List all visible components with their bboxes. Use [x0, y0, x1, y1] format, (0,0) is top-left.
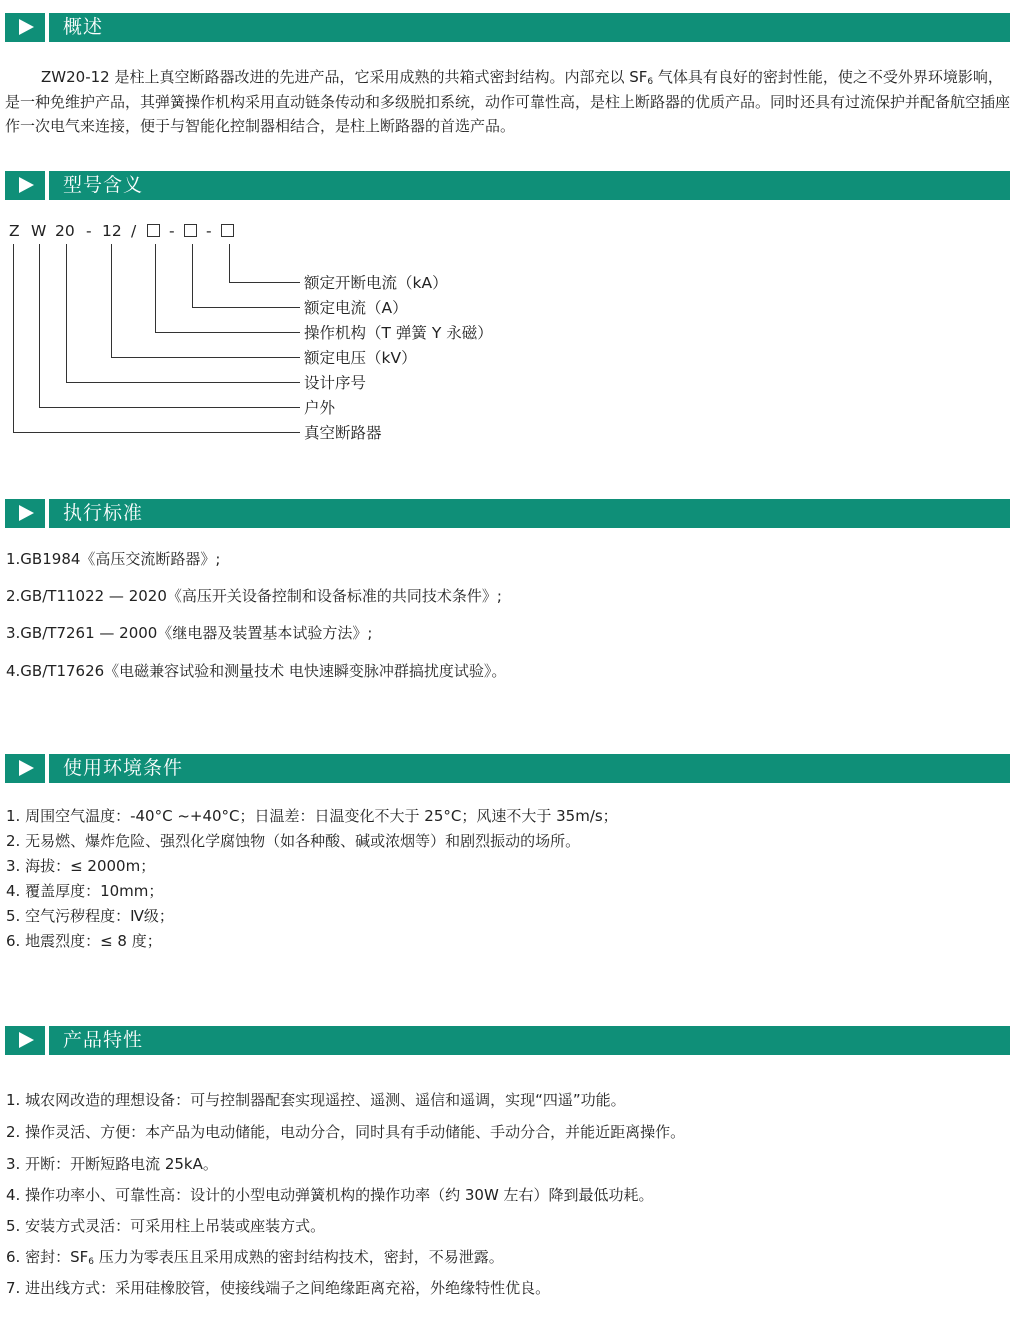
line-box1	[156, 244, 301, 333]
model-diagram-lines	[0, 0, 1021, 460]
environment-item: 1. 周围空气温度：-40°C ~+40°C；日温差：日温变化不大于 25°C；风速不大于 35m/s；	[6, 807, 618, 825]
feature-item: 7. 进出线方式：采用硅橡胶管，使接线端子之间绝缘距离充裕，外绝缘特性优良。	[6, 1279, 551, 1297]
code-dash: -	[206, 222, 212, 240]
code-dash: -	[169, 222, 175, 240]
standard-item: 3.GB/T7261 — 2000《继电器及装置基本试验方法》;	[6, 624, 373, 642]
environment-item: 4. 覆盖厚度：10mm；	[6, 882, 164, 900]
feature-item: 4. 操作功率小、可靠性高：设计的小型电动弹簧机构的操作功率（约 30W 左右）降到最低功耗。	[6, 1186, 654, 1204]
meaning-breaking-current: 额定开断电流（kA）	[304, 274, 448, 292]
environment-item: 2. 无易燃、爆炸危险、强烈化学腐蚀物（如各种酸、碱或浓烟等）和剧烈振动的场所。	[6, 832, 581, 850]
section-header-features	[5, 1026, 1010, 1055]
feature-item: 1. 城农网改造的理想设备：可与控制器配套实现遥控、遥测、遥信和遥调，实现“四遥”功能。	[6, 1091, 626, 1109]
section-title: 型号含义	[63, 174, 144, 196]
section-title: 概述	[63, 16, 104, 38]
feature-item: 3. 开断：开断短路电流 25kA。	[6, 1155, 218, 1173]
line-box2	[193, 244, 301, 308]
feature-item: 2. 操作灵活、方便：本产品为电动储能，电动分合，同时具有手动储能、手动分合，并能近距离操作。	[6, 1123, 686, 1141]
meaning-vacuum-breaker: 真空断路器	[304, 424, 382, 442]
meaning-mechanism: 操作机构（T 弹簧 Y 永磁）	[304, 324, 493, 342]
section-title: 产品特性	[63, 1029, 144, 1051]
section-title: 执行标准	[63, 502, 144, 524]
feature-item: 6. 密封：$SF_6$ 压力为零表压且采用成熟的密封结构技术，密封，不易泄露。	[6, 1248, 504, 1267]
line-z	[14, 244, 301, 433]
play-arrow-icon	[5, 1026, 45, 1055]
line-20	[67, 244, 301, 383]
meaning-outdoor: 户外	[304, 399, 336, 417]
code-dash: -	[86, 222, 92, 240]
meaning-design-no: 设计序号	[304, 374, 367, 392]
environment-item: 5. 空气污秽程度：Ⅳ级；	[6, 907, 174, 925]
play-arrow-icon	[5, 499, 45, 528]
code-z: Z	[9, 222, 20, 240]
standard-item: 1.GB1984《高压交流断路器》;	[6, 550, 221, 568]
environment-item: 6. 地震烈度：≤ 8 度；	[6, 932, 162, 950]
standard-item: 4.GB/T17626《电磁兼容试验和测量技术 电快速瞬变脉冲群搞扰度试验》。	[6, 662, 507, 680]
standard-item: 2.GB/T11022 — 2020《高压开关设备控制和设备标准的共同技术条件》;	[6, 587, 502, 605]
overview-paragraph: ZW20-12 是柱上真空断路器改进的先进产品，它采用成熟的共箱式密封结构。内部充以 $SF_6$ 气体具有良好的密封性能，使之不受外界环境影响，是一种免维护产品，其弹簧操作机构采用直动链条传动和多级脱扣系统，动作可靠性高，是柱上断路器的优质产品。同时还具有过流保护并配备航空插座作一次电气来连接，便于与智能化控制器相结合，是柱上断路器的首选产品。	[5, 68, 1011, 135]
code-slash: /	[131, 222, 137, 240]
play-arrow-icon	[5, 754, 45, 783]
section-header-standards	[5, 499, 1010, 528]
code-20: 20	[55, 222, 75, 240]
code-12: 12	[102, 222, 122, 240]
code-w: W	[31, 222, 47, 240]
meaning-rated-current: 额定电流（A）	[304, 299, 408, 317]
line-box3	[230, 244, 301, 283]
meaning-rated-voltage: 额定电压（kV）	[304, 349, 417, 367]
section-header-environment	[5, 754, 1010, 783]
feature-item: 5. 安装方式灵活：可采用柱上吊装或座装方式。	[6, 1217, 326, 1235]
environment-item: 3. 海拔：≤ 2000m；	[6, 857, 156, 875]
line-12	[112, 244, 301, 358]
section-title: 使用环境条件	[63, 757, 184, 779]
